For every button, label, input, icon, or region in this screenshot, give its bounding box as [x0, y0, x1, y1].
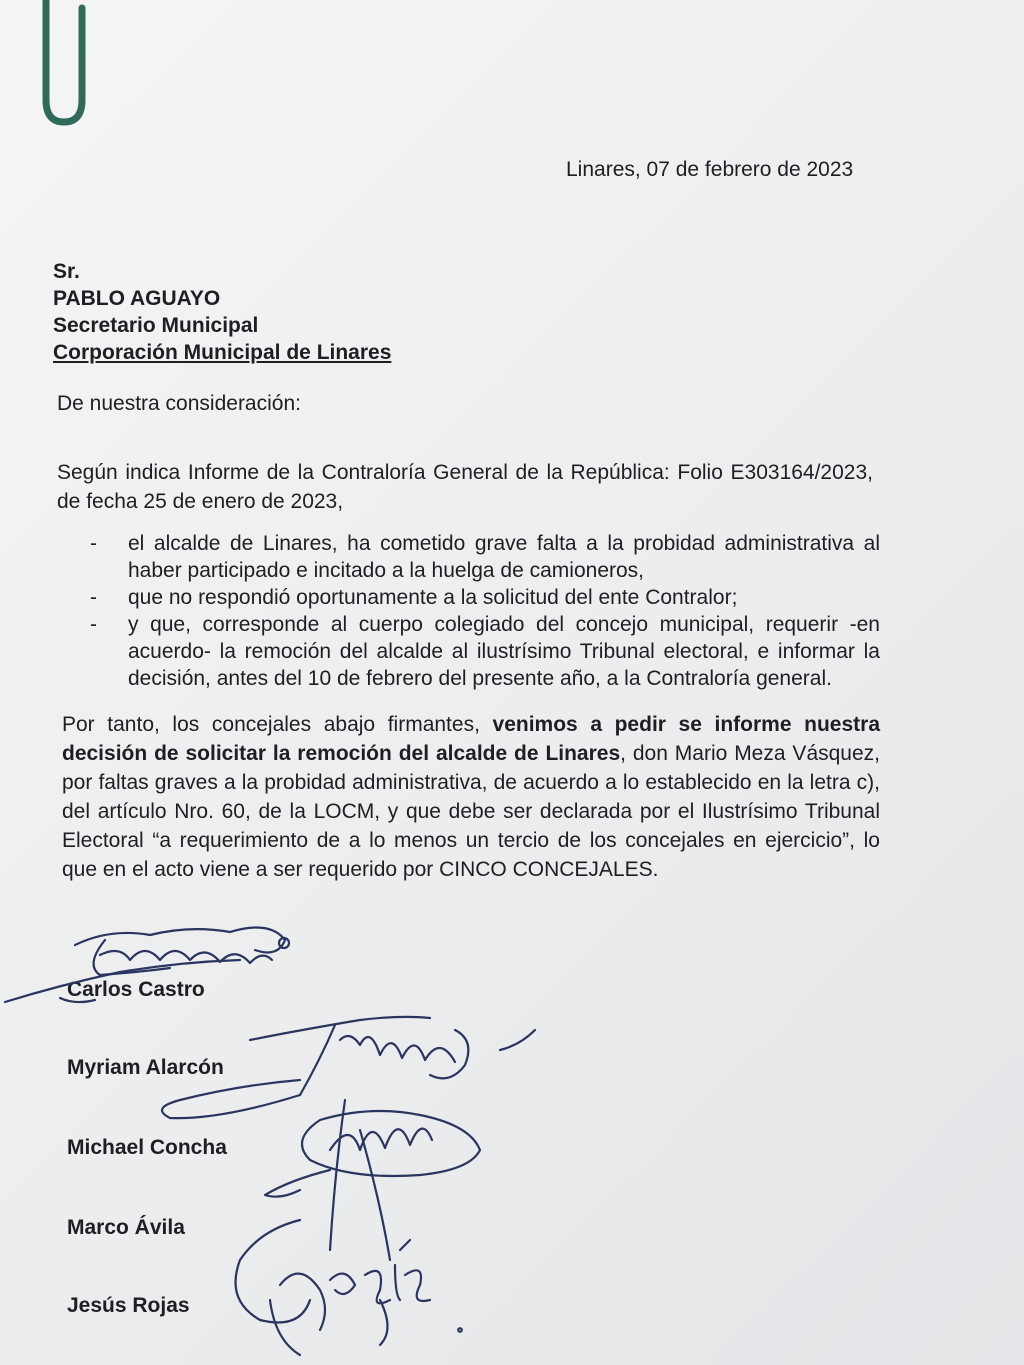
signer-name: Myriam Alarcón	[67, 1056, 224, 1079]
letter-date: Linares, 07 de febrero de 2023	[566, 158, 854, 181]
list-item-text: que no respondió oportunamente a la solicitud del ente Contralor;	[128, 586, 738, 609]
list-dash: -	[90, 532, 97, 555]
signer-name: Jesús Rojas	[67, 1294, 190, 1317]
request-text-start: Por tanto, los concejales abajo firmantes,	[62, 713, 493, 736]
list-dash: -	[90, 613, 97, 636]
signer-name: Marco Ávila	[67, 1216, 185, 1239]
list-item-text: y que, corresponde al cuerpo colegiado del concejo municipal, requerir -en acuerdo- la remoción del alcalde al ilustrísimo Tribunal electoral, e informar la decisión, antes del 10 de febrero del presente año, a la Contraloría general.	[128, 613, 880, 690]
list-dash: -	[90, 586, 97, 609]
recipient-position: Secretario Municipal	[53, 314, 259, 337]
request-text-bold: venimos a pedir se informe nuestra decisión de solicitar la remoción del alcalde de Linares	[62, 713, 880, 765]
recipient-salutation: Sr.	[53, 260, 80, 283]
intro-paragraph: Según indica Informe de la Contraloría General de la República: Folio E303164/2023, de fecha 25 de enero de 2023,	[57, 461, 873, 513]
list-item-text: el alcalde de Linares, ha cometido grave falta a la probidad administrativa al haber participado e incitado a la huelga de camioneros,	[128, 532, 880, 582]
recipient-name: PABLO AGUAYO	[53, 287, 221, 310]
greeting: De nuestra consideración:	[57, 392, 301, 415]
signer-name: Carlos Castro	[67, 978, 205, 1001]
request-text-end: , don Mario Meza Vásquez, por faltas graves a la probidad administrativa, de acuerdo a lo establecido en la letra c), del artículo Nro. 60, de la LOCM, y que debe ser declarada por el Ilustrísimo Tribunal Electoral “a requerimiento de a lo menos un tercio de los concejales en ejercicio”, lo que en el acto viene a ser requerido por CINCO CONCEJALES.	[62, 742, 880, 881]
signer-name: Michael Concha	[67, 1136, 227, 1159]
recipient-organization: Corporación Municipal de Linares	[53, 341, 392, 364]
